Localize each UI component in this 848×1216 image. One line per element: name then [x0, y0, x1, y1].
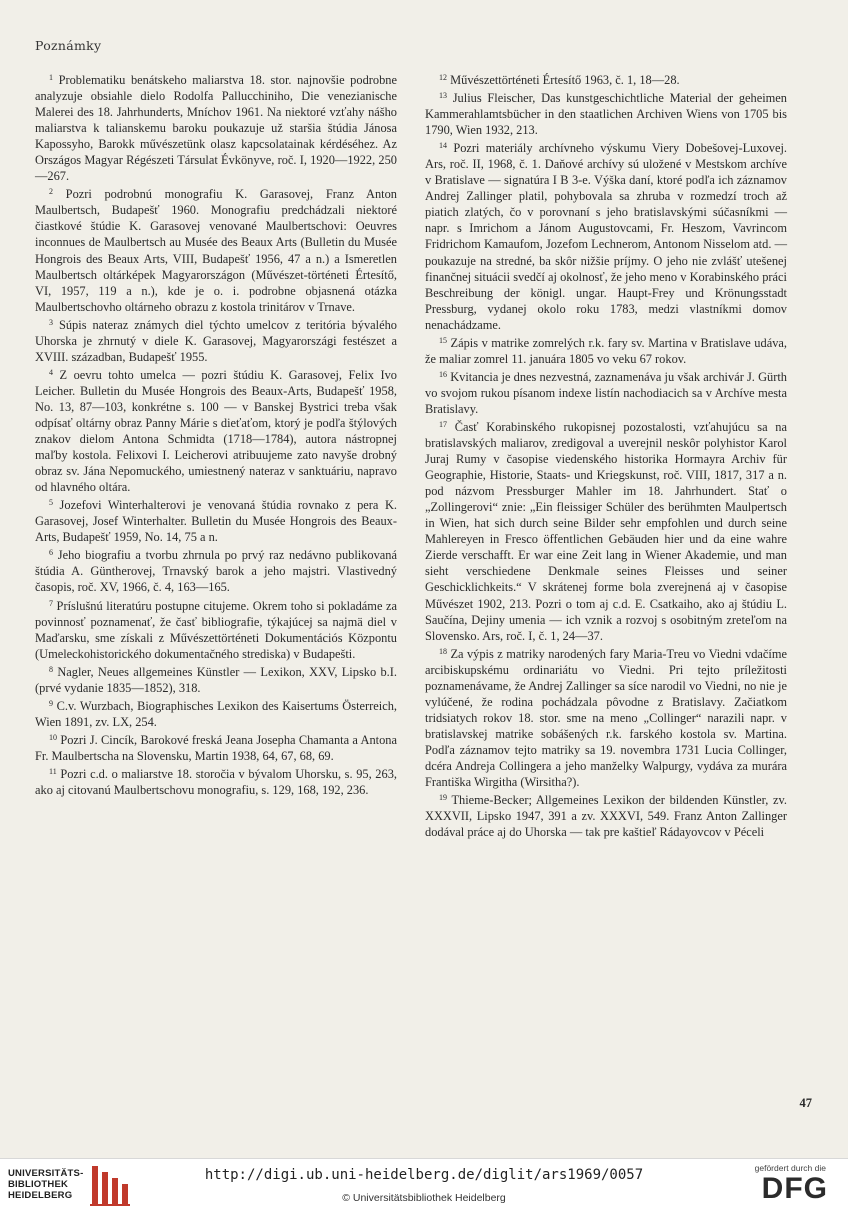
- footnote-number: 5: [49, 498, 53, 508]
- footnote-text: Zápis v matrike zomrelých r.k. fary sv. Martina v Bratislave udáva, že maliar zomrel 11. januára 1805 vo veku 67 rokov.: [425, 335, 787, 366]
- footnote-text: Nagler, Neues allgemeines Künstler — Lexikon, XXV, Lipsko b.I. (prvé vydanie 1835—1852), 318.: [35, 664, 397, 695]
- footnote-number: 6: [49, 548, 53, 558]
- footnote-number: 14: [439, 141, 447, 151]
- footnote: [35, 596, 397, 662]
- footnote: [35, 662, 397, 696]
- footnote: [35, 184, 397, 314]
- footnote-text: Pozri J. Cincík, Barokové freská Jeana Josepha Chamanta a Antona Fr. Maulbertscha na Slovensku, Martin 1938, 64, 67, 68, 69.: [35, 732, 397, 763]
- footnote-number: 8: [49, 664, 53, 674]
- footnote-text: Za výpis z matriky narodených fary Maria-Treu vo Viedni vdačíme arcibiskupskému ordinariátu vo Viedni. Pri tejto príležitosti poznamenávame, že Andrej Zallinger sa síce narodil vo Viedni, no nie je vylúčené, že rodina pochádzala pôvodne z Bratislavy. Začiatkom tridsiatych rokov 18. stor. sme na meno „Collinger“ narazili napr. v bratislavskej matrike sobášených r.k. farského kostola sv. Martina. Podľa záznamov tejto matriky sa 19. novembra 1731 Lucia Collinger, dcéra Andreja Collingera a jeho manželky Walpurgy, vydáva za murára Františka Wirgitha (Wirsitha?).: [425, 646, 787, 790]
- library-name-line: BIBLIOTHEK: [8, 1179, 69, 1190]
- footnote: [35, 764, 397, 798]
- footnote: [425, 138, 787, 333]
- footnote-number: 13: [439, 91, 447, 101]
- footnote-number: 7: [49, 598, 53, 608]
- footnote-text: Művészettörténeti Értesítő 1963, č. 1, 18—28.: [450, 73, 680, 87]
- footnote-text: Príslušnú literatúru postupne citujeme. Okrem toho si pokladáme za povinnosť poznamenať, že časť bibliografie, týkajúcej sa najmä diel v Maďarsku, sme získali z Művészettörténeti Dokumentációs Központu (Umeleckohistorického dokumentačného strediska) v Budapešti.: [35, 598, 397, 661]
- copyright-notice: © Universitätsbibliothek Heidelberg: [342, 1192, 506, 1204]
- footnote-number: 17: [439, 419, 447, 429]
- footnotes-right-column: [425, 70, 787, 840]
- footnote: [35, 315, 397, 365]
- footnote-text: Z oevru tohto umelca — pozri štúdiu K. Garasovej, Felix Ivo Leicher. Bulletin du Musée Hongrois des Beaux-Arts, Budapešť 1958, No. 13, 87—103, konkrétne s. 100 — v Banskej Bystrici treba však odpísať oltárny obraz Panny Márie s dieťaťom, ktorý je podľa štýlových znakov dielom Antona Schmidta (1718—1784), autora nástropnej maľby kostola. Felixovi I. Leicherovi atribuujeme zato navyše drobný obraz sv. Jána Nepomuckého, umiestnený nateraz v sanktuáriu, napravo od hlavného oltára.: [35, 367, 397, 495]
- footnote-number: 2: [49, 187, 53, 197]
- footnote-text: Kvitancia je dnes nezvestná, zaznamenáva ju však archivár J. Gürth vo svojom rukou písanom indexe listín nachodiacich sa v Archíve mesta Bratislavy.: [425, 369, 787, 416]
- footnote-number: 11: [49, 766, 57, 776]
- footnote-number: 3: [49, 317, 53, 327]
- footnote-number: 16: [439, 369, 447, 379]
- footnote: [425, 417, 787, 644]
- footnote-text: Jozefovi Winterhalterovi je venovaná štúdia rovnako z pera K. Garasovej, Josef Winterhalter. Bulletin du Musée Hongrois des Beaux-Arts, Budapešť 1959, No. 14, 75 a n.: [35, 498, 397, 545]
- footnote-text: Problematiku benátskeho maliarstva 18. stor. najnovšie podrobne analyzuje obsiahle dielo Rodolfa Pallucchiniho, Die venezianische Malerei des 18. Jahrhunderts, Mníchov 1961. Na niektoré vzťahy nášho maliarstva k talianskemu baroku poukazuje už staršia štúdia Jánosa Kapossyho, Barokk művészetünk olasz kapcsolatainak kérdéséhez. Az Országos Magyar Régészeti Társulat Évkönyve, roč. I, 1920—1922, 250—267.: [35, 73, 397, 184]
- running-head: Poznámky: [35, 38, 102, 53]
- footnote-text: Časť Korabinského rukopisnej pozostalosti, vzťahujúcu sa na bratislavských maliarov, zredigoval a uverejnil neskôr polyhistor Karol Juraj Rumy v časopise viedenského historika Hormayra Archiv für Geographie, Historie, Staats- und Kriegskunst, roč. VIII, 1817, 317 a n. pod názvom Pressburger Mahler im 18. Jahrhundert. Stať o „Zollingerovi“ znie: „Ein fleissiger Schüler des berühmten Maulpertsch in Wien, hat sich durch seine Bilder sehr empfohlen und durch seine Mahlereyen in Fresco öffentlichen Gebäuden hier und da eine wahre Zierde verschafft. Er war eine Zeit lang in Wiener Akademie, und man sieht verschiedene Denkmale seines Fleisses und seiner Geschicklichkeits.“ V skrátenej forme bola zverejnená aj v časopise Művészet 1902, 213. Pozri o tom aj c.d. E. Csatkaiho, ako aj štúdiu L. Saučína, Dejiny umenia — ich vznik a rozvoj s osobitným zreteľom na Slovensko. Ars, roč. I, č. 1, 24—37.: [425, 419, 787, 643]
- footnote-number: 12: [439, 73, 447, 82]
- footnote-number: 4: [49, 367, 53, 377]
- footnote: [425, 644, 787, 790]
- footnote-text: C.v. Wurzbach, Biographisches Lexikon des Kaisertums Österreich, Wien 1891, zv. LX, 254.: [35, 698, 397, 729]
- footnote: [425, 88, 787, 138]
- dfg-logo: DFG: [761, 1172, 828, 1205]
- footnote: [425, 333, 787, 367]
- footnote-text: Pozri podrobnú monografiu K. Garasovej, Franz Anton Maulbertsch, Budapešť 1960. Monografiu predchádzali niektoré čiastkové štúdie K. Garasovej venované Maulbertschovi: Oeuvres inconnues de Maulbertsch au Musée des Beaux Arts (Bulletin du Musée Hongrois des Beaux Arts, VIII, Budapešť 1956, 47 a n.) a Ismeretlen Maulbertsch oltárképek Magyarországon (Művészet-történeti Értesítő, VI, 1957, 119 a n.), kde je o. i. podrobne objasnená otázka Maulbertschovho oltárneho obrazu z kostola trinitárov v Trnave.: [35, 187, 397, 314]
- footnote: [425, 367, 787, 417]
- footnote: [35, 730, 397, 764]
- footnote-number: 10: [49, 732, 57, 742]
- footnote: [35, 545, 397, 595]
- footnote: [35, 696, 397, 730]
- footnote: [35, 495, 397, 545]
- footnote-number: 19: [439, 793, 447, 803]
- footnote: [425, 70, 787, 88]
- dfg-caption: gefördert durch die: [754, 1163, 826, 1173]
- permalink-url[interactable]: http://digi.ub.uni-heidelberg.de/diglit/ars1969/0057: [204, 1167, 644, 1183]
- footnote-text: Pozri materiály archívneho výskumu Viery Dobešovej-Luxovej. Ars, roč. II, 1968, č. 1. Daňové archívy sú uložené v Mestskom archíve v Bratislave — signatúra I B 3-e. Výška daní, ktoré podľa ich záznamov Andrej Zallinger platil, pohybovala sa zhruba v rozmedzí troch až piatich zlatých, čo v porovnaní s jeho bratislavskými súčasníkmi — napr. s Imrichom a Jánom Augustovcami, Fr. Heszom, Vavrincom Fridrichom Kamaufom, Jozefom Lechnerom, Antonom Nisselom atd. — poukazuje na stredné, ba skôr nižšie príjmy. O jeho nie zvlášť utešenej finančnej situácii svedčí aj okolnosť, že jeho meno v Korabinského práci Beschreibung der königl. ungar. Haupt-Frey und Krönungsstadt Pressburg, vydanej okolo roku 1783, medzi vlastníkmi domov nenachádzame.: [425, 141, 787, 332]
- footnote: [35, 70, 397, 184]
- footnote-number: 9: [49, 698, 53, 708]
- footnote-text: Julius Fleischer, Das kunstgeschichtliche Material der geheimen Kammerahlamtsbücher in den staatlichen Archiven Wiens von 1705 bis 1790, Wien 1932, 213.: [425, 91, 787, 138]
- footnote: [425, 790, 787, 840]
- library-name-line: HEIDELBERG: [8, 1190, 73, 1201]
- footnote-number: 15: [439, 335, 447, 345]
- footnotes-left-column: [35, 70, 397, 798]
- footnote-text: Jeho biografiu a tvorbu zhrnula po prvý raz nedávno publikovaná štúdia A. Güntherovej, Trnavský barok a jeho majstri. Vlastivedný časopis, roč. XV, 1966, č. 4, 163—165.: [35, 548, 397, 595]
- library-name-line: UNIVERSITÄTS-: [8, 1168, 84, 1179]
- footnote-text: Súpis nateraz známych diel týchto umelcov z teritória bývalého Uhorska je zhrnutý v diele K. Garasovej, Magyarországi festészet a XVIII. században, Budapešť 1955.: [35, 317, 397, 364]
- footnote: [35, 365, 397, 495]
- footnote-text: Thieme-Becker; Allgemeines Lexikon der bildenden Künstler, zv. XXXVII, Lipsko 1947, 391 a zv. XXXVI, 549. Franz Anton Zallinger dodával práce aj do Uhorska — tak pre kaštieľ Rádayovcov v Péceli: [425, 793, 788, 840]
- footnote-number: 1: [49, 73, 53, 82]
- page-number: 47: [799, 1096, 812, 1110]
- footnote-text: Pozri c.d. o maliarstve 18. storočia v bývalom Uhorsku, s. 95, 263, ako aj citovanú Maulbertschovu monografiu, s. 129, 168, 192, 236.: [35, 766, 397, 798]
- footnote-number: 18: [439, 646, 447, 656]
